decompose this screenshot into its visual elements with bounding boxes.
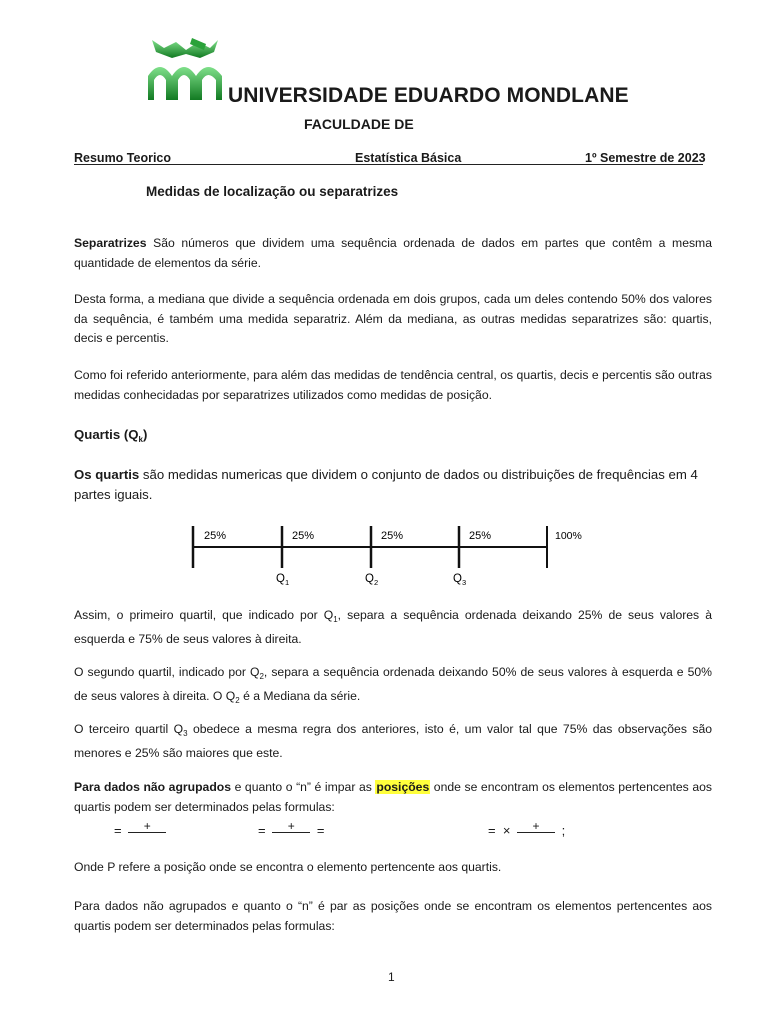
equals-sign: = — [488, 822, 496, 838]
plus-sign: + — [287, 819, 295, 833]
subscript: 2 — [235, 695, 240, 705]
quartis-heading-end: ) — [142, 427, 148, 442]
quartis-heading-sub: k — [138, 435, 143, 444]
text: é a Mediana da série. — [239, 688, 361, 703]
paragraph-nao-agrupados-par: Para dados não agrupados e quanto o “n” é par as posições onde se encontram os elementos pertencentes aos quartis podem ser determinados pelas formulas: — [74, 899, 712, 933]
q3-label — [453, 573, 466, 587]
header-course: Estatística Básica — [355, 151, 462, 165]
fraction-denominator — [128, 833, 166, 843]
fraction-denominator — [517, 833, 555, 843]
university-logo — [146, 36, 224, 102]
text: Assim, o primeiro quartil, que indicado por Q — [74, 608, 334, 622]
formula-1 — [114, 820, 169, 843]
subscript: 1 — [333, 615, 338, 624]
text: O segundo quartil, indicado por Q — [74, 665, 260, 679]
plus-sign: + — [532, 819, 540, 833]
paragraph-separatrizes — [74, 234, 712, 273]
equals-sign: = — [114, 822, 122, 838]
quartis-heading — [74, 427, 147, 444]
page-number: 1 — [388, 970, 395, 984]
paragraph-nao-agrupados-impar — [74, 778, 712, 817]
q2-sub: 2 — [373, 578, 379, 587]
paragraph-q3 — [74, 720, 712, 763]
quartis-heading-text: Quartis (Q — [74, 427, 139, 442]
segment-label-3: 25% — [381, 530, 404, 542]
quartile-diagram — [186, 520, 586, 590]
q1-letter: Q — [276, 573, 285, 585]
highlighted-posicoes: posições — [376, 780, 430, 794]
fraction — [272, 820, 310, 843]
paragraph-text: São números que dividem uma sequência ordenada de dados em partes que contêm a mesma quantidade de elementos da série. — [74, 236, 712, 270]
segment-label-4: 25% — [469, 530, 492, 542]
term-separatrizes: Separatrizes — [74, 236, 147, 250]
q1-sub: 1 — [284, 578, 290, 587]
formula-3 — [488, 820, 565, 843]
semicolon: ; — [561, 822, 566, 838]
paragraph-onde-p: Onde P refere a posição onde se encontra o elemento pertencente aos quartis. — [74, 860, 502, 874]
subscript: 2 — [259, 672, 264, 681]
end-label: 100% — [555, 530, 582, 542]
section-title: Medidas de localização ou separatrizes — [146, 184, 399, 199]
paragraph-referido: Como foi referido anteriormente, para além das medidas de tendência central, os quartis, decis e percentis são outras medidas conhecidadas por separatrizes utilizados como medidas de posição. — [74, 368, 712, 402]
text: obedece a mesma regra dos anteriores, isto é, um valor tal que 75% das observações são menores e 25% são maiores que este. — [74, 722, 712, 760]
times-sign: × — [502, 822, 511, 838]
fraction — [128, 820, 166, 843]
q3-letter: Q — [453, 573, 462, 585]
q3-sub: 3 — [461, 578, 467, 587]
q1-label — [276, 573, 289, 587]
paragraph-q2 — [74, 663, 712, 710]
header-rule — [74, 164, 703, 165]
formula-2 — [258, 820, 324, 843]
segment-label-1: 25% — [204, 530, 227, 542]
fraction — [517, 820, 555, 843]
term-os-quartis: Os quartis — [74, 467, 140, 482]
text: onde se encontram os elementos pertencentes aos quartis podem ser determinados pelas formulas: — [74, 780, 712, 814]
paragraph-q1 — [74, 606, 712, 649]
q2-label — [365, 573, 378, 587]
faculty-name: FACULDADE DE — [304, 116, 414, 132]
equals-sign: = — [316, 822, 325, 838]
university-name: UNIVERSIDADE EDUARDO MONDLANE — [228, 84, 629, 107]
subscript: 3 — [183, 729, 188, 738]
paragraph-text: são medidas numericas que dividem o conjunto de dados ou distribuições de frequências em 4 partes iguais. — [74, 467, 698, 502]
q2-letter: Q — [365, 573, 374, 585]
text: , separa a sequência ordenada deixando 25% de seus valores à esquerda e 75% de seus valores à direita. — [74, 608, 712, 646]
text: e quanto o “n” é impar as — [231, 780, 376, 794]
fraction-denominator — [272, 833, 310, 843]
header-left: Resumo Teorico — [74, 151, 172, 165]
equals-sign: = — [258, 822, 266, 838]
text: O terceiro quartil Q — [74, 722, 184, 736]
text: , separa a sequência ordenada deixando 50% de seus valores à esquerda e 50% de seus valores à direita. O Q — [74, 665, 712, 703]
paragraph-os-quartis — [74, 465, 714, 505]
term-dados-nao-agrupados: Para dados não agrupados — [74, 780, 231, 794]
segment-label-2: 25% — [292, 530, 315, 542]
plus-sign: + — [143, 819, 151, 833]
header-semester: 1º Semestre de 2023 — [585, 151, 706, 165]
paragraph-mediana: Desta forma, a mediana que divide a sequência ordenada em dois grupos, cada um deles contendo 50% dos valores da sequência, é também uma medida separatriz. Além da mediana, as outras medidas separatrizes são: quartis, decis e percentis. — [74, 292, 712, 345]
